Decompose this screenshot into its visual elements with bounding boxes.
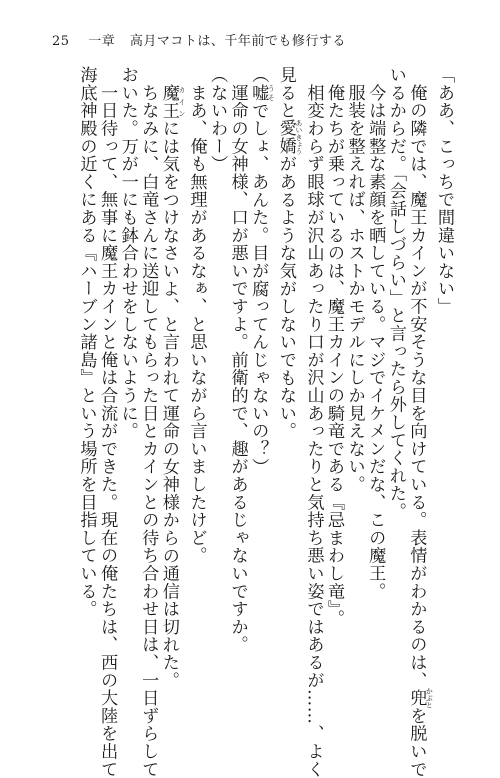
text-line: 海底神殿の近くにある『ハーブン諸島』という場所を目指している。	[76, 66, 97, 618]
novel-body-text	[42, 66, 454, 778]
text-line: いるからだ。「会話しづらい」と言ったら外してくれた。	[385, 66, 406, 521]
text-line: 相変わらず眼球が沢山あったり口が沢山あったりと気持ち悪い姿ではあるが……、よく	[303, 66, 324, 778]
furigana-word: 兜 かぶと	[406, 687, 434, 709]
text-line: 「ああ、こっちで間違いない」	[434, 66, 454, 316]
text-line: 俺たちが乗っているのは、魔王カインの騎竜である『忌まわし竜』。	[324, 66, 345, 627]
furigana-word: 嘘 うそ	[248, 83, 276, 102]
text-line: 服装を整えれば、ホストかモデルにしか見えない。	[344, 66, 365, 494]
running-header	[52, 30, 346, 49]
furigana-word: 愛嬌 あいきょう	[275, 119, 303, 156]
text-line: おいた。万が一にも鉢合わせをしないように。	[117, 66, 138, 440]
text-line: 一日待って、無事に魔王カインと俺は合流ができた。現在の俺たちは、西の大陸を出て	[97, 66, 118, 778]
text-line: 俺の隣では、魔王カインが不安そうな目を向けている。表情がわかるのは、兜 かぶとを脱いで	[406, 66, 434, 778]
furigana-word: 魔王 カイン	[158, 83, 186, 120]
text-line: （ないわー）	[207, 66, 228, 173]
text-line: ちなみに、白竜さんに送迎してもらった日とカインとの待ち合わせ日は、一日ずらして	[138, 66, 159, 778]
page-number: 25	[52, 34, 70, 49]
text-line: 運命の女神様、口が悪いですよ。前衛的で、趣があるじゃないですか。	[227, 66, 248, 654]
text-line: まあ、俺も無理があるなぁ、と思いながら言いましたけど。	[186, 66, 207, 565]
text-line: 見ると愛嬌 あいきょうがあるような気がしないでもない。	[275, 66, 303, 440]
chapter-label: 一章	[88, 34, 116, 49]
text-line: （嘘 うそでしょ、あんた。目が腐ってんじゃないの？）	[248, 66, 276, 476]
text-line: 今は端整な素顔を晒している。マジでイケメンだな、この魔王。	[365, 66, 386, 600]
text-line: 魔王 カインには気をつけなさいよ、と言われて運命の女神様からの通信は切れた。	[158, 83, 186, 690]
chapter-title: 高月マコトは、千年前でも修行する	[129, 34, 346, 49]
